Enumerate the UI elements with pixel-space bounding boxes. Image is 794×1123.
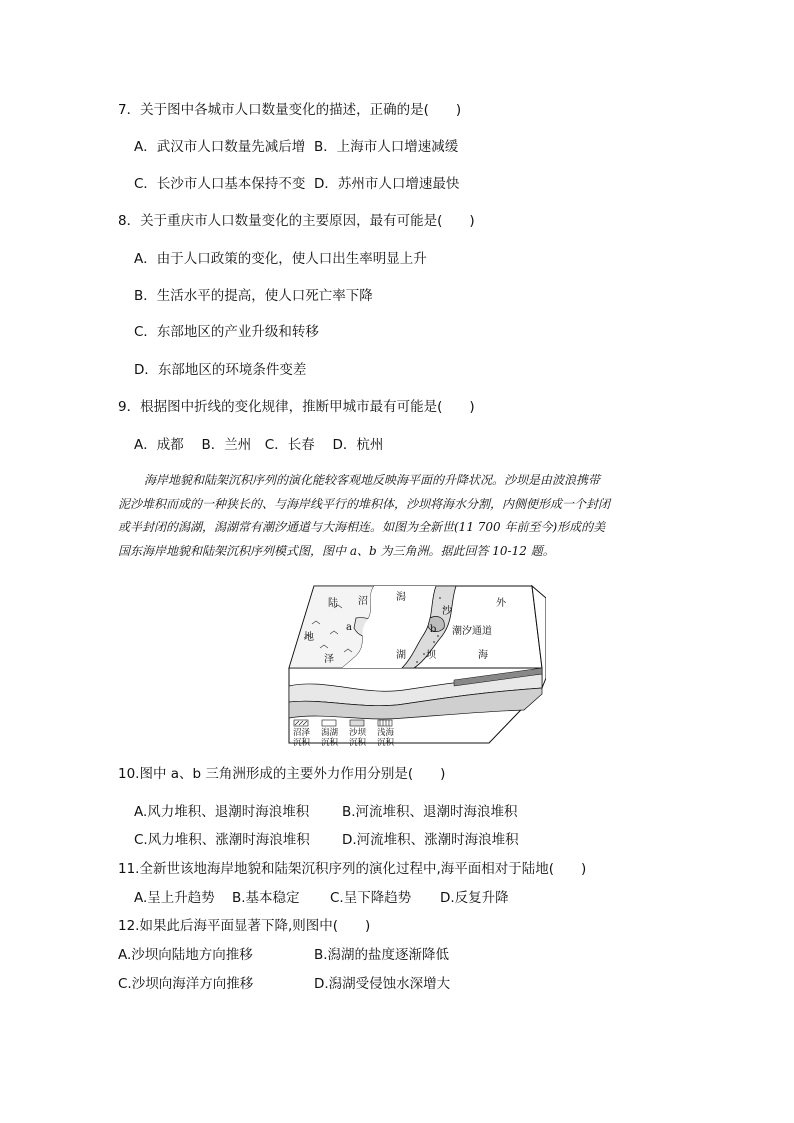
question-7-option-c: C．长沙市人口基本保持不变 [134, 176, 306, 192]
reading-passage [118, 469, 678, 563]
label-wai: 外 [496, 598, 506, 609]
label-delta-a: a [346, 622, 352, 633]
question-8-option-a: A．由于人口政策的变化，使人口出生率明显上升 [134, 251, 427, 267]
question-10-option-c: C.风力堆积、涨潮时海浪堆积 [134, 832, 310, 848]
passage-line: 国东海岸地貌和陆架沉积序列模式图，图中 a、b 为三角洲。据此回答 10-12 题。 [118, 543, 555, 558]
label-di: 地 [304, 632, 314, 643]
question-11-option-a: A.呈上升趋势 [134, 890, 215, 906]
label-xie: 潟 [396, 592, 406, 603]
coastal-landform-diagram [284, 578, 546, 750]
passage-line: 或半封闭的潟湖，潟湖常有潮汐通道与大海相连。如图为全新世(11 700 年前至今)形成的美 [118, 520, 606, 534]
question-8-option-d: D．东部地区的环境条件变差 [134, 362, 307, 378]
label-ze: 泽 [324, 654, 334, 665]
legend-lagoon-line1: 潟湖 [321, 728, 339, 738]
question-8-stem: 8．关于重庆市人口数量变化的主要原因，最有可能是( ) [118, 213, 475, 229]
label-delta-b: b [430, 624, 437, 635]
legend-marsh-line2: 沉积 [293, 738, 311, 748]
question-11-option-b: B.基本稳定 [232, 890, 300, 906]
question-12-stem: 12.如果此后海平面显著下降,则图中( ) [118, 918, 371, 934]
question-12-option-a: A.沙坝向陆地方向推移 [118, 947, 253, 963]
legend-sandbar-line2: 沉积 [349, 738, 367, 748]
label-zhao: 沼 [358, 596, 368, 607]
question-11-stem: 11.全新世该地海岸地貌和陆架沉积序列的演化过程中,海平面相对于陆地( ) [118, 861, 587, 877]
question-9-stem: 9．根据图中折线的变化规律，推断甲城市最有可能是( ) [118, 399, 475, 415]
label-hai: 海 [478, 650, 488, 661]
question-12-option-b: B.潟湖的盐度逐渐降低 [314, 947, 450, 963]
legend-lagoon-line2: 沉积 [321, 738, 339, 748]
question-7-option-d: D．苏州市人口增速最快 [314, 176, 460, 192]
question-10-option-a: A.风力堆积、退潮时海浪堆积 [134, 804, 310, 820]
label-lu: 陆 [328, 598, 338, 609]
question-8-option-c: C．东部地区的产业升级和转移 [134, 324, 319, 340]
question-7-stem: 7．关于图中各城市人口数量变化的描述，正确的是( ) [118, 102, 462, 118]
question-7-option-a: A．武汉市人口数量先减后增 [134, 139, 306, 155]
label-hu: 湖 [396, 650, 406, 661]
label-sha: 沙 [442, 606, 452, 617]
question-12-option-d: D.潟湖受侵蚀水深增大 [314, 976, 451, 992]
question-10-stem: 10.图中 a、b 三角洲形成的主要外力作用分别是( ) [118, 766, 446, 782]
question-11-option-d: D.反复升降 [440, 890, 509, 906]
question-9-options: A．成都 B．兰州 C．长春 D．杭州 [134, 437, 384, 453]
question-7-option-b: B．上海市人口增速减缓 [314, 139, 459, 155]
question-10-option-d: D.河流堆积、涨潮时海浪堆积 [342, 832, 519, 848]
label-tidal-channel: 潮汐通道 [452, 626, 492, 637]
question-8-option-b: B．生活水平的提高，使人口死亡率下降 [134, 288, 373, 304]
question-12-option-c: C.沙坝向海洋方向推移 [118, 976, 254, 992]
label-ba: 坝 [426, 650, 436, 661]
passage-line: 海岸地貌和陆架沉积序列的演化能较客观地反映海平面的升降状况。沙坝是由波浪携带 [144, 473, 601, 487]
legend-marsh-line1: 沼泽 [293, 728, 311, 738]
legend-shallow-sea-line1: 浅海 [377, 728, 395, 738]
question-11-option-c: C.呈下降趋势 [330, 890, 412, 906]
question-10-option-b: B.河流堆积、退潮时海浪堆积 [342, 804, 518, 820]
passage-line: 泥沙堆积而成的一种狭长的、与海岸线平行的堆积体，沙坝将海水分割，内侧便形成一个封闭 [118, 496, 611, 511]
legend-shallow-sea-line2: 沉积 [377, 738, 395, 748]
legend-sandbar-line1: 沙坝 [349, 728, 367, 738]
